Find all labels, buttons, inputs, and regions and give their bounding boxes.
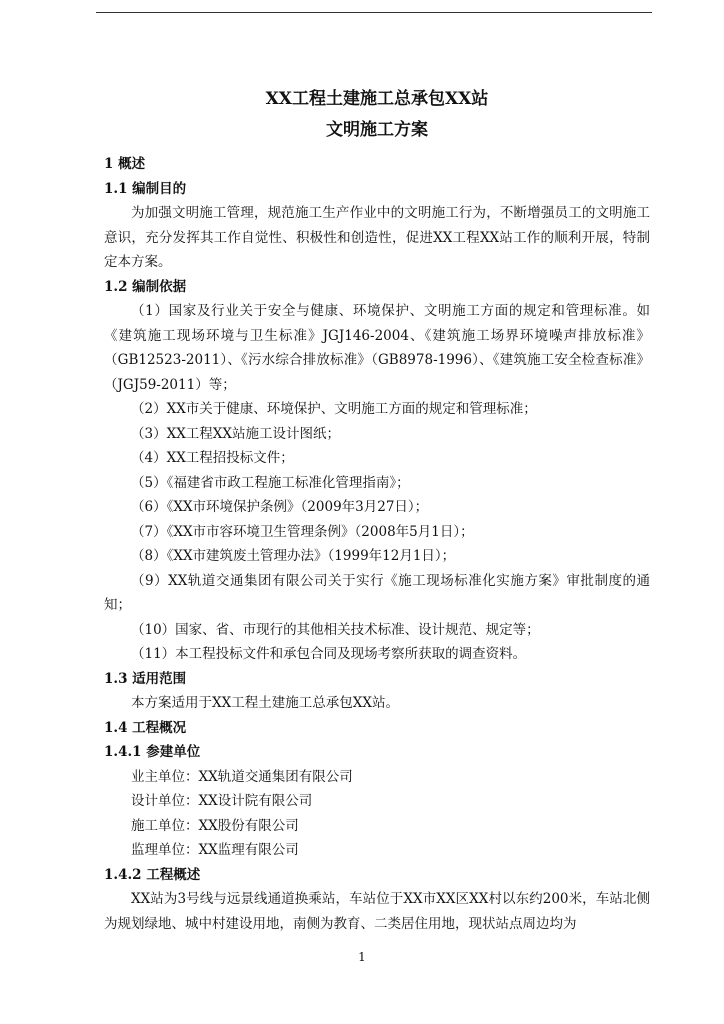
basis-item-9: （9）XX轨道交通集团有限公司关于实行《施工现场标准化实施方案》审批制度的通知； [104,572,650,613]
basis-item-6: （6）《XX市环境保护条例》（2009年3月27日）； [131,499,429,515]
basis-item-2: （2）XX市关于健康、环境保护、文明施工方面的规定和管理标准； [131,401,537,417]
document-subtitle: 文明施工方案 [326,120,428,140]
unit-owner: 业主单位：XX轨道交通集团有限公司 [131,768,353,785]
section-heading-1-4-2: 1.4.2 工程概述 [104,866,201,883]
section-heading-1-2: 1.2 编制依据 [104,278,187,295]
basis-item-5: （5）《福建省市政工程施工标准化管理指南》； [131,474,410,491]
basis-item-11: （11）本工程投标文件和承包合同及现场考察所获取的调查资料。 [131,646,527,662]
basis-item-7: （7）《XX市市容环境卫生管理条例》（2008年5月1日）； [131,523,474,540]
unit-construction: 施工单位：XX股份有限公司 [131,817,299,834]
basis-item-10: （10）国家、省、市现行的其他相关技术标准、设计规范、规定等； [131,621,540,638]
section-heading-1-4-1: 1.4.1 参建单位 [104,744,201,760]
section-heading-1-3: 1.3 适用范围 [104,670,187,687]
basis-item-4: （4）XX工程招投标文件； [131,450,294,466]
section-heading-1-4: 1.4 工程概况 [104,719,187,736]
purpose-paragraph: 为加强文明施工管理，规范施工生产作业中的文明施工行为，不断增强员工的文明施工意识，充分发挥其工作自觉性、积极性和创造性，促进XX工程XX站工作的顺利开展，特制定本方案。 [104,205,650,270]
overview-paragraph: XX站为3号线与远景线通道换乘站，车站位于XX市XX区XX村以东约200米，车站北侧为规划绿地、城中村建设用地，南侧为教育、二类居住用地，现状站点周边均为 [104,891,650,932]
section-heading-1: 1 概述 [104,156,146,172]
document-title: XX工程土建施工总承包XX站 [265,89,489,109]
basis-item-8: （8）《XX市建筑废土管理办法》（1999年12月1日）； [131,548,456,564]
unit-design: 设计单位：XX设计院有限公司 [131,793,313,809]
unit-supervision: 监理单位：XX监理有限公司 [131,842,299,858]
header-rule [96,12,652,13]
document-page [104,84,650,936]
section-heading-1-1: 1.1 编制目的 [104,180,187,197]
basis-item-1: （1）国家及行业关于安全与健康、环境保护、文明施工方面的规定和管理标准。如《建筑施工现场环境与卫生标准》JGJ146-2004、《建筑施工场界环境噪声排放标准》（GB12523-2011）、《污水综合排放标准》（GB8978-1996）、《建筑施工安全检查标准》（JGJ59-2011）等； [104,303,650,393]
scope-paragraph: 本方案适用于XX工程土建施工总承包XX站。 [131,695,399,711]
basis-item-3: （3）XX工程XX站施工设计图纸； [131,425,341,442]
page-number: 1 [358,950,366,964]
